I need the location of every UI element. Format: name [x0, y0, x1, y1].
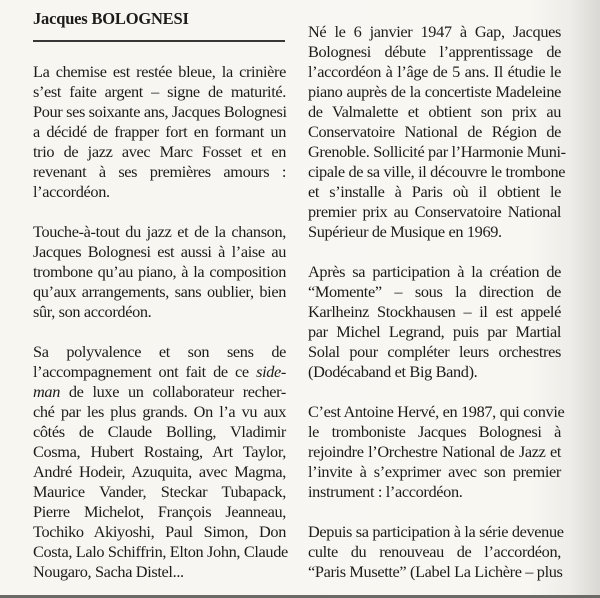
text-line: Maurice Vander, Steckar Tubapack,: [33, 482, 286, 501]
text-line: Depuis sa participation à la série devenue: [308, 522, 564, 541]
title-underline: [33, 40, 285, 42]
text-line: Tochiko Akiyoshi, Paul Simon, Don: [33, 522, 286, 541]
text-segment: l’accompagnement ont fait de ce: [33, 362, 257, 381]
text-line: s’est faite argent – signe de maturité.: [33, 82, 286, 101]
text-line: et s’installe à Paris où il obtient le: [308, 182, 561, 201]
text-line: de Valmalette et obtient son prix au: [308, 102, 561, 121]
text-line: Cosma, Hubert Rostaing, Art Taylor,: [33, 442, 286, 461]
text-line: par Michel Legrand, puis par Martial: [308, 322, 561, 341]
text-line: l’accordéon à l’âge de 5 ans. Il étudie le: [308, 62, 561, 81]
text-line: Grenoble. Sollicité par l’Harmonie Muni-: [308, 142, 566, 161]
text-line: revenant à ses premières amours :: [33, 162, 286, 181]
text-line: Jacques Bolognesi est aussi à l’aise au: [33, 242, 286, 261]
text-line: ché par les plus grands. On l’a vu aux: [33, 402, 286, 421]
italic-text: man: [33, 382, 60, 401]
text-line: Conservatoire National de Région de: [308, 122, 561, 141]
text-line: Pour ses soixante ans, Jacques Bolognesi: [33, 102, 287, 121]
text-line: trombone qu’au piano, à la composition: [33, 262, 286, 281]
text-line: (Dodécaband et Big Band).: [308, 362, 478, 381]
text-line: Né le 6 janvier 1947 à Gap, Jacques: [308, 22, 561, 41]
text-line: Sa polyvalence et son sens de: [33, 342, 286, 361]
text-line: l’accordéon.: [33, 182, 110, 201]
text-line: Nougaro, Sacha Distel...: [33, 562, 184, 581]
text-line: C’est Antoine Hervé, en 1987, qui convie: [308, 402, 565, 421]
text-line: “Paris Musette” (Label La Lichère – plus: [308, 562, 563, 581]
text-line: Supérieur de Musique en 1969.: [308, 222, 502, 241]
text-line: piano auprès de la concertiste Madeleine: [308, 82, 561, 101]
text-line: qu’aux arrangements, sans oublier, bien: [33, 282, 286, 301]
text-line: trio de jazz avec Marc Fosset et en: [33, 142, 286, 161]
text-line: instrument : l’accordéon.: [308, 482, 463, 501]
text-line: Pierre Michelot, François Jeanneau,: [33, 502, 286, 521]
text-line: Costa, Lalo Schiffrin, Elton John, Claude: [33, 542, 288, 561]
text-line: premier prix au Conservatoire National: [308, 202, 561, 221]
text-line: [33, 362, 286, 382]
italic-text: side-: [256, 362, 286, 381]
text-line: le tromboniste Jacques Bolognesi à: [308, 422, 561, 441]
text-line: a décidé de frapper fort en formant un: [33, 122, 286, 141]
text-line: Bolognesi débute l’apprentissage de: [308, 42, 561, 61]
text-line: culte du renouveau de l’accordéon,: [308, 542, 561, 561]
text-line: André Hodeir, Azuquita, avec Magma,: [33, 462, 286, 481]
text-line: Solal pour compléter leurs orchestres: [308, 342, 561, 361]
text-line: Après sa participation à la création de: [308, 262, 561, 281]
text-line: rejoindre l’Orchestre National de Jazz et: [308, 442, 561, 461]
article-title: Jacques BOLOGNESI: [33, 9, 189, 28]
text-line: La chemise est restée bleue, la crinière: [33, 62, 286, 81]
text-line: Karlheinz Stockhausen – il est appelé: [308, 302, 561, 321]
text-line: cipale de sa ville, il découvre le trombone: [308, 162, 566, 181]
text-line: [33, 382, 286, 402]
text-line: sûr, son accordéon.: [33, 302, 152, 321]
text-line: Touche-à-tout du jazz et de la chanson,: [33, 222, 286, 241]
text-line: “Momente” – sous la direction de: [308, 282, 561, 301]
text-segment: de luxe un collaborateur recher-: [60, 382, 286, 401]
text-line: côtés de Claude Bolling, Vladimir: [33, 422, 286, 441]
text-line: l’invite à s’exprimer avec son premier: [308, 462, 561, 481]
